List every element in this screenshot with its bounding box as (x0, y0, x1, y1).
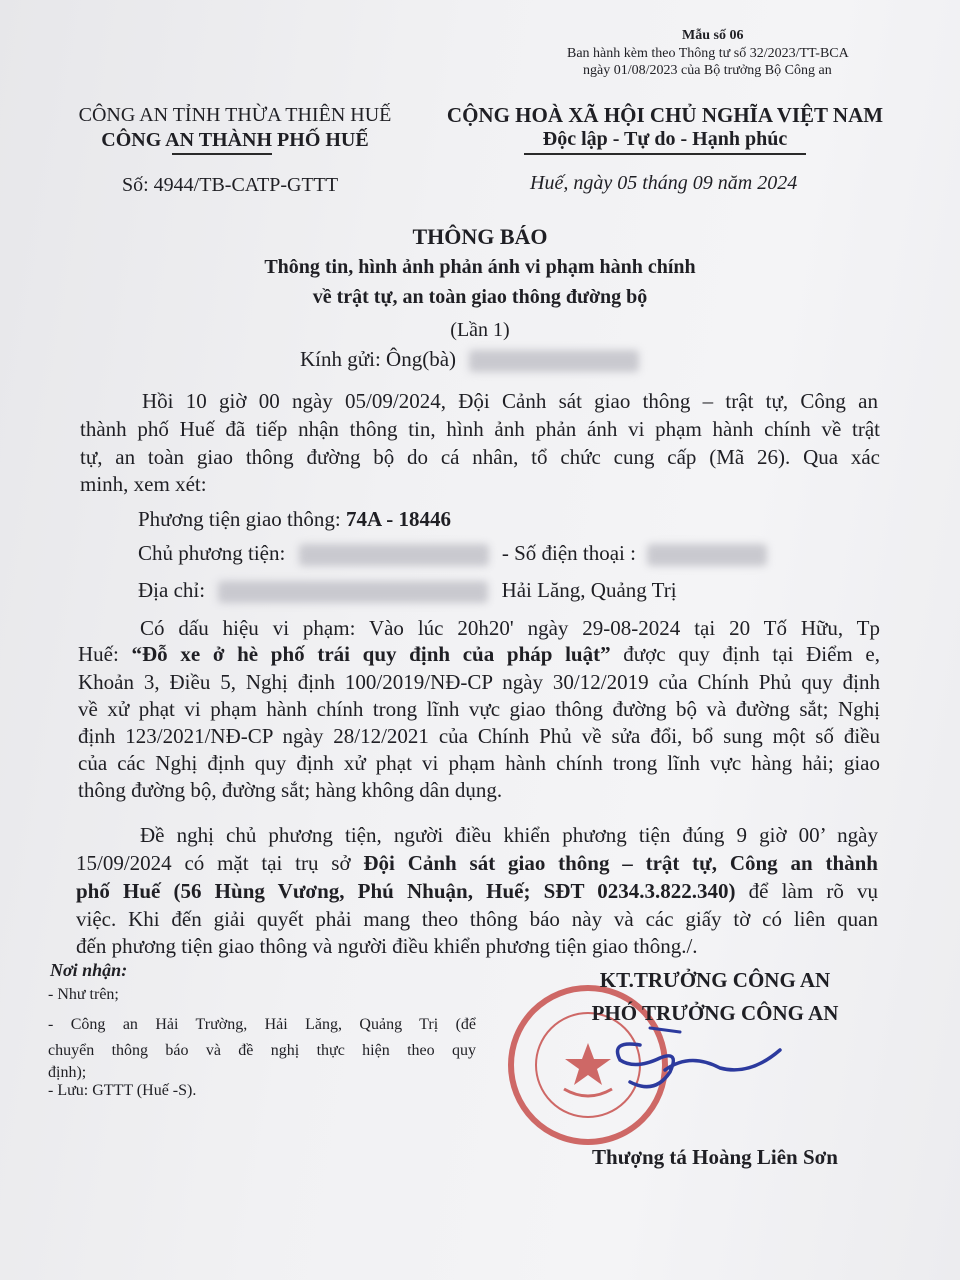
document-subtitle-2: về trật tự, an toàn giao thông đường bộ (312, 286, 648, 308)
request-purpose: để làm rõ vụ (735, 879, 878, 903)
owner-line (138, 541, 767, 566)
request-line-5: đến phương tiện giao thông và người điều khiển phương tiện giao thông./. (76, 934, 698, 958)
violation-place: Huế: (78, 642, 132, 666)
recipient-label: Kính gửi: Ông(bà) (300, 347, 457, 371)
redacted-address (218, 581, 488, 603)
signatory-name: Thượng tá Hoàng Liên Sơn (592, 1145, 838, 1169)
notice-count: (Lần 1) (450, 319, 510, 341)
signature-position: PHÓ TRƯỞNG CÔNG AN (591, 1001, 839, 1025)
org-underline (172, 153, 272, 155)
vehicle-line (138, 507, 451, 532)
intro-line-2: thành phố Huế đã tiếp nhận thông tin, hình ảnh phản ánh vi phạm hành chính về trật (80, 417, 880, 441)
receiver-item: định); (48, 1064, 87, 1081)
request-line-2 (76, 851, 878, 876)
org-name: CÔNG AN THÀNH PHỐ HUẾ (101, 129, 369, 151)
violation-basis: được quy định tại Điểm e, (610, 642, 880, 666)
violation-line-4: về xử phạt vi phạm hành chính trong lĩnh vực giao thông đường bộ và đường sắt; Nghị (78, 697, 880, 721)
country-name: CỘNG HOÀ XÃ HỘI CHỦ NGHĨA VIỆT NAM (446, 103, 884, 127)
recipient-line (300, 347, 639, 372)
request-line-1: Đề nghị chủ phương tiện, người điều khiển phương tiện đúng 9 giờ 00’ ngày (140, 823, 878, 847)
redacted-owner (299, 544, 489, 566)
request-line-3 (76, 879, 878, 904)
violation-line-3: Khoản 3, Điều 5, Nghị định 100/2019/NĐ-CP ngày 30/12/2019 của Chính Phủ quy định (78, 670, 880, 694)
violation-line-5: định 123/2021/NĐ-CP ngày 28/12/2021 của Chính Phủ về sửa đổi, bổ sung một số điều (78, 724, 880, 748)
address-label: Địa chỉ: (138, 578, 206, 602)
receiver-item: - Lưu: GTTT (Huế -S). (48, 1082, 197, 1099)
handwritten-signature (560, 1010, 810, 1110)
license-plate: 74A - 18446 (345, 507, 451, 531)
intro-line-3: tự, an toàn giao thông đường bộ do cá nhân, tổ chức cung cấp (Mã 26). Qua xác (80, 445, 880, 469)
signature-authority: KT.TRƯỞNG CÔNG AN (599, 968, 831, 992)
owner-label: Chủ phương tiện: (138, 541, 286, 565)
redacted-name (469, 350, 639, 372)
document-subtitle-1: Thông tin, hình ảnh phản ánh vi phạm hành chính (264, 256, 696, 278)
violation-line-1: Có dấu hiệu vi phạm: Vào lúc 20h20' ngày 29-08-2024 tại 20 Tố Hữu, Tp (140, 616, 880, 640)
redacted-phone (647, 544, 767, 566)
phone-label: - Số điện thoại : (501, 541, 636, 565)
violation-description: “Đỗ xe ở hè phố trái quy định của pháp luật” (131, 642, 611, 666)
request-line-4: việc. Khi đến giải quyết phải mang theo thông báo này và các giấy tờ có liên quan (76, 907, 878, 931)
receiver-item: - Như trên; (48, 986, 119, 1003)
form-number: Mẫu số 06 (682, 28, 744, 43)
national-motto: Độc lập - Tự do - Hạnh phúc (542, 128, 788, 150)
violation-line-2 (78, 642, 880, 667)
document-title: THÔNG BÁO (412, 224, 548, 249)
address-tail: Hải Lăng, Quảng Trị (501, 578, 677, 602)
receivers-title: Nơi nhận: (50, 960, 128, 980)
intro-line-4: minh, xem xét: (80, 472, 207, 496)
place-and-date: Huế, ngày 05 tháng 09 năm 2024 (530, 172, 798, 194)
violation-line-7: thông đường bộ, đường sắt; hàng không dân dụng. (78, 778, 503, 802)
receiver-item: - Công an Hải Trường, Hải Lăng, Quảng Trị (để (48, 1016, 476, 1033)
violation-line-6: của các Nghị định quy định xử phạt vi phạm hành chính trong lĩnh vực hàng hải; giao (78, 751, 880, 775)
motto-underline (524, 153, 806, 155)
form-date: ngày 01/08/2023 của Bộ trưởng Bộ Công an (583, 63, 832, 78)
form-basis: Ban hành kèm theo Thông tư số 32/2023/TT-BCA (567, 46, 849, 61)
request-address: phố Huế (56 Hùng Vương, Phú Nhuận, Huế; SĐT 0234.3.822.340) (76, 879, 736, 903)
request-office: Đội Cảnh sát giao thông – trật tự, Công an thành (363, 851, 878, 875)
vehicle-label: Phương tiện giao thông: (138, 507, 346, 531)
address-line (138, 578, 677, 603)
org-parent: CÔNG AN TỈNH THỪA THIÊN HUẾ (78, 104, 392, 126)
receiver-item: chuyển thông báo và đề nghị thực hiện theo quy (48, 1042, 476, 1059)
request-date: 15/09/2024 có mặt tại trụ sở (76, 851, 364, 875)
intro-line-1: Hồi 10 giờ 00 ngày 05/09/2024, Đội Cảnh sát giao thông – trật tự, Công an (142, 389, 878, 413)
document-number: Số: 4944/TB-CATP-GTTT (122, 174, 339, 196)
